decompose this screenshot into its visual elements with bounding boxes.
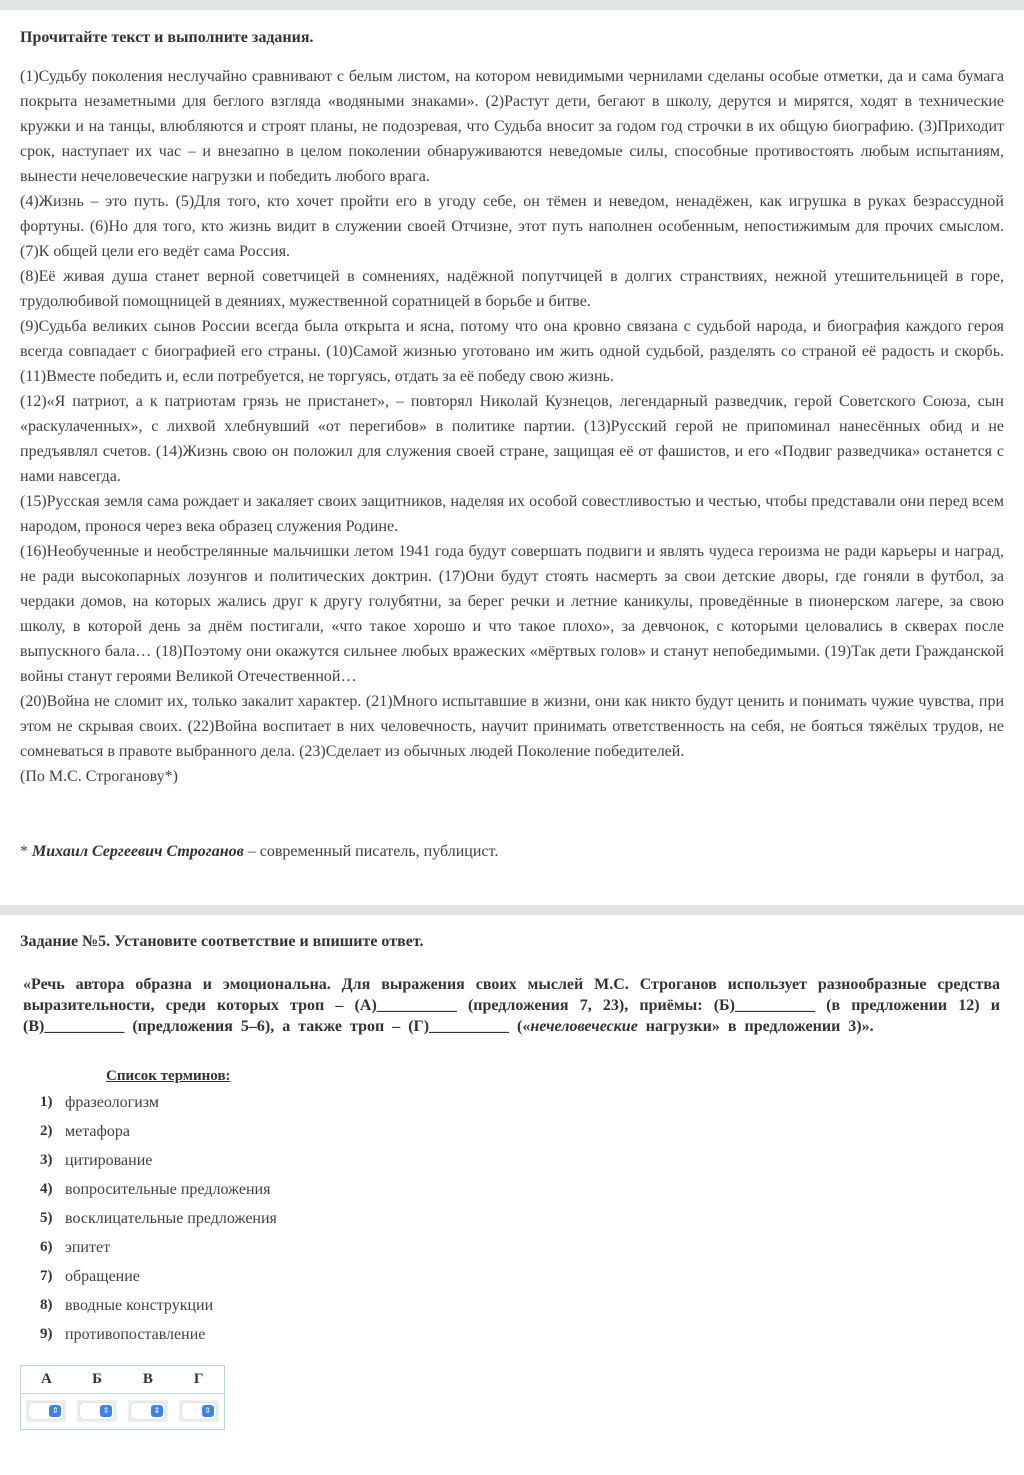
answer-select-b[interactable] (77, 1400, 117, 1422)
answer-select-g[interactable] (179, 1400, 219, 1422)
term-number: 7) (40, 1268, 53, 1284)
chevron-up-down-icon[interactable]: ⇕ (202, 1405, 214, 1417)
terms-list (40, 1094, 277, 1355)
question-text-end: нагрузки» в предложении 3)». (637, 1018, 874, 1035)
term-label: восклицательные предложения (65, 1210, 277, 1227)
paragraph: (20)Война не сломит их, только закалит характер. (21)Много испытавшие в жизни, они как никто будут ценить и понимать чужие чувства, при этом не скрывая своих. (22)Война воспитает в них человечность, научит принимать ответственность на себя, не бояться тяжёлых трудов, не сомневаться в правоте выбранного дела. (23)Сделает из обычных людей Поколение победителей. (20, 693, 1004, 760)
paragraph: (4)Жизнь – это путь. (5)Для того, кто хочет пройти его в угоду себе, он тёмен и неведом, ненадёжен, как игрушка в руках безрассудной фортуны. (6)Но для того, кто жизнь видит в служении своей Отчизне, этот путь наполнен особенным, непостижимым для прочих смыслом. (7)К общей цели его ведёт сама Россия. (20, 193, 1004, 260)
task-title: Задание №5. Установите соответствие и впишите ответ. (20, 933, 424, 950)
term-number: 4) (40, 1181, 53, 1197)
answer-select-v[interactable] (128, 1400, 168, 1422)
footnote-author-name: Михаил Сергеевич Строганов (32, 843, 244, 860)
author-footnote (20, 843, 1004, 861)
term-item (40, 1152, 277, 1181)
question-italic-word: нечеловеческие (530, 1018, 638, 1035)
answer-table-header (21, 1366, 224, 1394)
section-separator (0, 905, 1024, 915)
answer-column-a: А (40, 1371, 52, 1387)
terms-list-title: Список терминов: (106, 1068, 231, 1084)
term-number: 6) (40, 1239, 53, 1255)
paragraph: (12)«Я патриот, а к патриотам грязь не пристанет», – повторял Николай Кузнецов, легендарный разведчик, герой Советского Союза, сын «раскулаченных», с лихвой хлебнувший «от перегибов» в политике партии. (13)Русский герой не припоминал нанесённых обид и не предъявлял счетов. (14)Жизнь свою он положил для служения своей стране, защищая её от фашистов, и его «Подвиг разведчика» останется с нами навсегда. (20, 393, 1004, 485)
term-item (40, 1123, 277, 1152)
term-item (40, 1326, 277, 1355)
term-number: 8) (40, 1297, 53, 1313)
term-number: 3) (40, 1152, 53, 1168)
answer-column-g: Г (193, 1371, 204, 1387)
chevron-up-down-icon[interactable]: ⇕ (49, 1405, 61, 1417)
term-item (40, 1297, 277, 1326)
paragraph: (1)Судьбу поколения неслучайно сравнивают с белым листом, на котором невидимыми чернилами сделаны особые отметки, да и сама бумага покрыта незаметными для беглого взгляда «водяными знаками». (2)Растут дети, бегают в школу, дерутся и мирятся, ходят в технические кружки и на танцы, влюбляются и строят планы, не подозревая, что Судьба вносит за годом год строчки в их общую биографию. (3)Приходит срок, наступает их час – и внезапно в целом поколении обнаруживаются неведомые силы, способные противостоять любым испытаниям, вынести нечеловеческие нагрузки и победить любого врага. (20, 68, 1004, 185)
answer-row (21, 1394, 224, 1422)
term-number: 5) (40, 1210, 53, 1226)
top-separator (0, 0, 1024, 10)
term-label: цитирование (65, 1152, 153, 1169)
term-label: эпитет (65, 1239, 111, 1256)
footnote-text: – современный писатель, публицист. (243, 843, 499, 860)
term-label: метафора (65, 1123, 130, 1140)
term-label: фразеологизм (65, 1094, 160, 1111)
term-label: противопоставление (65, 1326, 206, 1343)
paragraph: (8)Её живая душа станет верной советчицей в сомнениях, надёжной попутчицей в долгих странствиях, нежной утешительницей в горе, трудолюбивой помощницей в деяниях, мужественной соратницей в борьбе и битве. (20, 268, 1004, 310)
answer-column-b: Б (92, 1371, 103, 1387)
answer-table (20, 1365, 225, 1430)
chevron-up-down-icon[interactable]: ⇕ (100, 1405, 112, 1417)
paragraph: (16)Необученные и необстрелянные мальчишки летом 1941 года будут совершать подвиги и являть чудеса героизма не ради карьеры и наград, не ради высокопарных лозунгов и политических доктрин. (17)Они будут стоять насмерть за свои детские дворы, где гоняли в футбол, за чердаки домов, на которых жались друг к другу голубятни, за берег речки и летние каникулы, проведённые в пионерском лагере, за свою школу, в которой день за днём постигали, «что такое хорошо и что такое плохо», за девчонок, с которыми целовались в скверах после выпускного бала… (18)Поэтому они окажутся сильнее любых вражеских «мёртвых голов» и станут непобедимыми. (19)Так дети Гражданской войны станут героями Великой Отечественной… (20, 543, 1004, 685)
term-number: 2) (40, 1123, 53, 1139)
paragraph: (15)Русская земля сама рождает и закаляет своих защитников, наделяя их особой совестливостью и честью, чтобы представали они перед всем народом, пронося через века образец служения Родине. (20, 493, 1004, 535)
answer-select-a[interactable] (26, 1400, 66, 1422)
reading-title: Прочитайте текст и выполните задания. (20, 29, 314, 46)
paragraph: (9)Судьба великих сынов России всегда была открыта и ясна, потому что она кровно связана с судьбой народа, и биография каждого героя всегда совпадает с биографией его страны. (10)Самой жизнью уготовано им жить одной судьбой, разделять со страной её радость и скорбь. (11)Вместе победить и, если потребуется, не торгуясь, отдать за её победу свою жизнь. (20, 318, 1004, 385)
term-item (40, 1094, 277, 1123)
reading-text (20, 64, 1004, 789)
task-question (23, 974, 1000, 1037)
answer-column-v: В (142, 1371, 153, 1387)
footnote-marker: * (20, 843, 32, 860)
term-item (40, 1210, 277, 1239)
term-label: вводные конструкции (65, 1297, 214, 1314)
term-item (40, 1239, 277, 1268)
chevron-up-down-icon[interactable]: ⇕ (151, 1405, 163, 1417)
term-label: вопросительные предложения (65, 1181, 271, 1198)
source-attribution: (По М.С. Строганову*) (20, 768, 178, 785)
question-text: «Речь автора образна и эмоциональна. Для выражения своих мыслей М.С. Строганов использует разнообразные средства выразительности, среди которых троп – (А)__________ (предложения 7, 23), приёмы: (Б)__________ (в предложении 12) и (В)__________ (предложения 5–6), а также троп – (Г)__________ (« (23, 976, 1000, 1035)
term-number: 1) (40, 1094, 53, 1110)
term-item (40, 1181, 277, 1210)
term-number: 9) (40, 1326, 53, 1342)
term-label: обращение (65, 1268, 140, 1285)
term-item (40, 1268, 277, 1297)
